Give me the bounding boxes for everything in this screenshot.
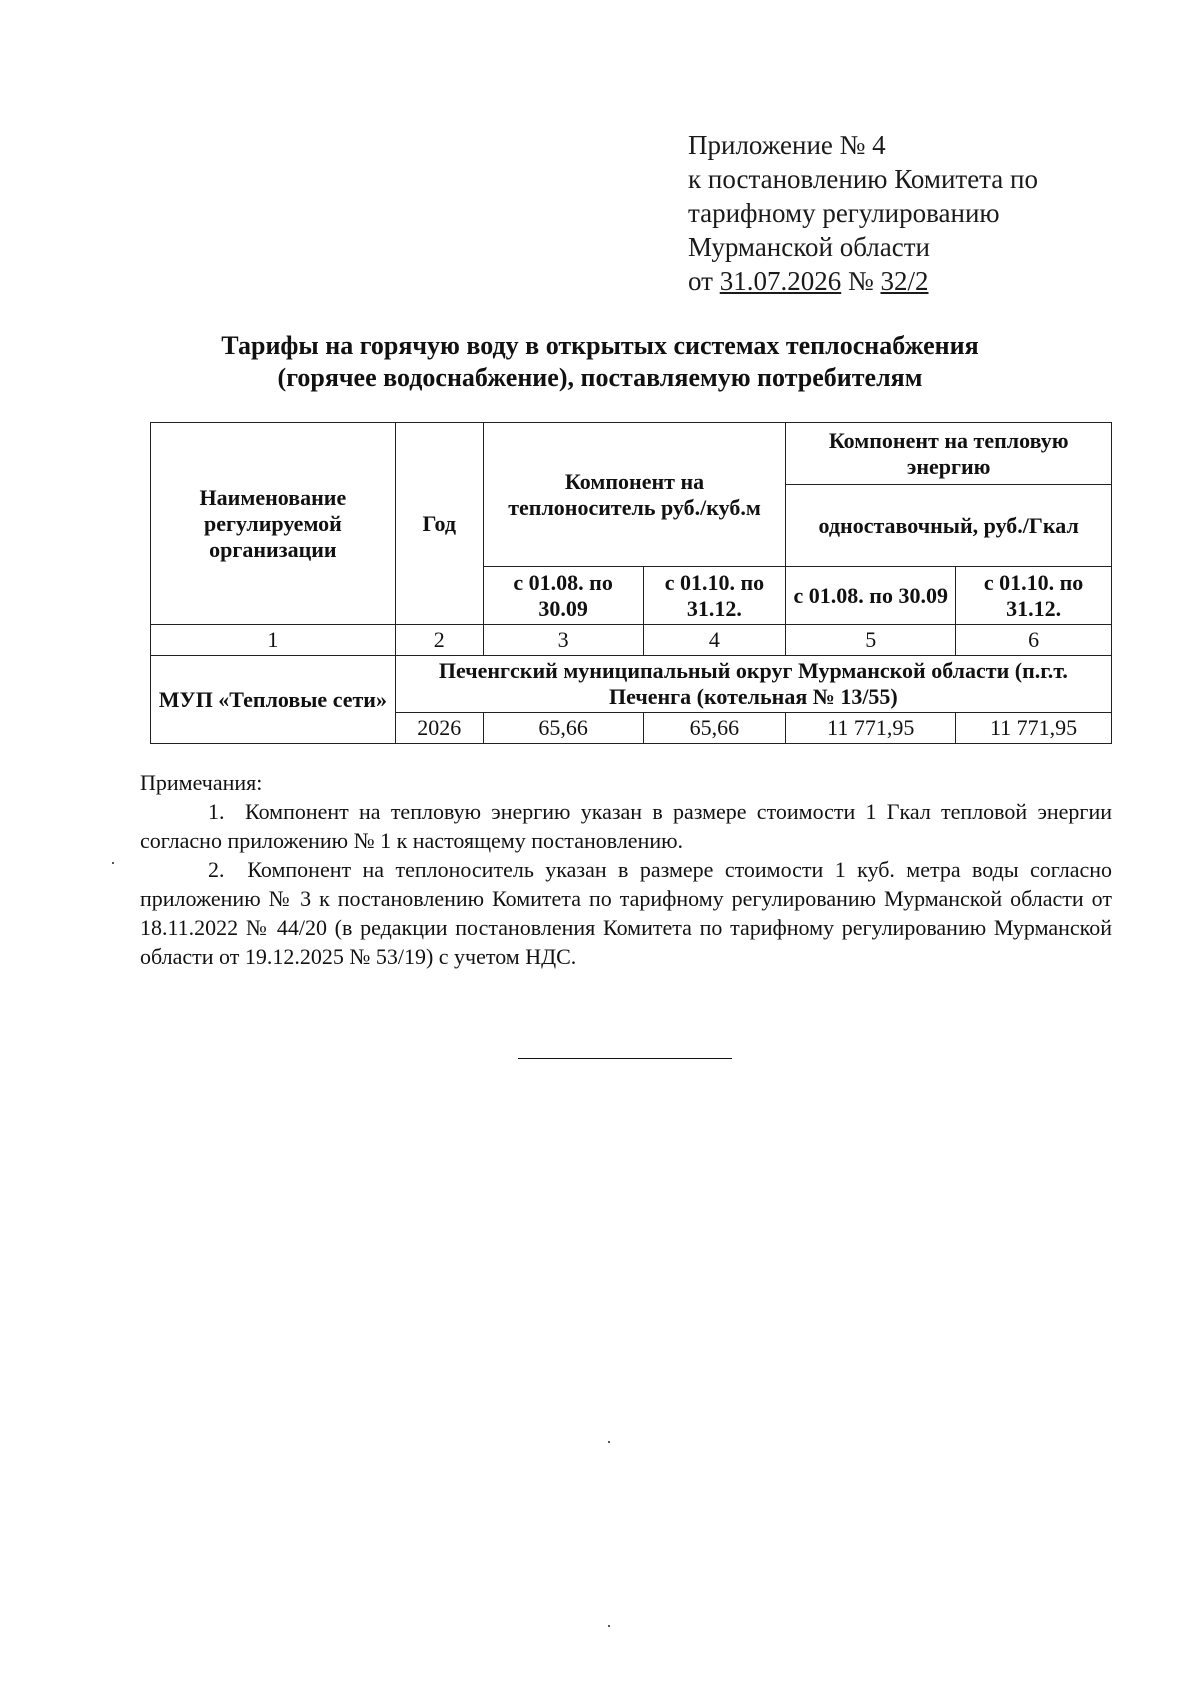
appendix-line-1: Приложение № 4 [688,130,886,160]
organization-name: МУП «Тепловые сети» [151,656,396,744]
header-period-3: с 01.08. по 30.09 [786,567,956,625]
note-1 [140,797,1112,855]
header-organization: Наименование регулируемой организации [151,423,396,625]
notes-section [140,768,1112,971]
title-line-2: (горячее водоснабжение), поставляемую потребителям [277,363,923,392]
cell-year: 2026 [395,713,483,744]
column-number: 3 [483,625,643,656]
column-number: 1 [151,625,396,656]
cell-energy-period-2: 11 771,95 [956,713,1112,744]
note-1-text: Компонент на тепловую энергию указан в размере стоимости 1 Гкал тепловой энергии согласно приложению № 1 к настоящему постановлению. [140,799,1112,853]
scan-speck [608,1441,610,1443]
header-energy-component: Компонент на тепловую энергию [786,423,1112,485]
appendix-line-2: к постановлению Комитета по [688,164,1038,194]
header-year: Год [395,423,483,625]
decree-number: 32/2 [880,266,929,296]
column-number: 6 [956,625,1112,656]
header-energy-single-rate: одноставочный, руб./Гкал [786,485,1112,567]
header-period-1: с 01.08. по 30.09 [483,567,643,625]
document-title [150,330,1050,394]
note-1-number: 1. [208,799,225,824]
tariff-table [150,422,1112,744]
column-number-row [151,625,1112,656]
location-row: Печенгский муниципальный округ Мурманской области (п.г.т. Печенга (котельная № 13/55) [395,656,1111,713]
notes-heading: Примечания: [140,770,263,795]
appendix-header [688,128,1038,298]
column-number: 2 [395,625,483,656]
header-period-2: с 01.10. по 31.12. [643,567,786,625]
cell-carrier-period-1: 65,66 [483,713,643,744]
appendix-line-3: тарифному регулированию [688,198,1000,228]
note-2 [140,855,1112,971]
closing-rule [518,1058,732,1059]
number-prefix: № [847,266,874,296]
appendix-line-4: Мурманской области [688,232,930,262]
note-2-number: 2. [208,857,225,882]
date-prefix: от [688,266,713,296]
cell-energy-period-1: 11 771,95 [786,713,956,744]
note-2-text: Компонент на теплоноситель указан в размере стоимости 1 куб. метра воды согласно приложению № 3 к постановлению Комитета по тарифному регулированию Мурманской области от 18.11.2022 № 44/20 (в редакции постановления Комитета по тарифному регулированию Мурманской области от 19.12.2025 № 53/19) с учетом НДС. [140,857,1112,969]
header-carrier-component: Компонент на теплоноситель руб./куб.м [483,423,786,567]
column-number: 5 [786,625,956,656]
scan-speck [608,1625,610,1627]
decree-date: 31.07.2026 [719,266,842,296]
header-period-4: с 01.10. по 31.12. [956,567,1112,625]
cell-carrier-period-2: 65,66 [643,713,786,744]
scan-speck [112,862,114,864]
column-number: 4 [643,625,786,656]
appendix-date-line [688,264,1038,298]
title-line-1: Тарифы на горячую воду в открытых системах теплоснабжения [221,331,979,360]
